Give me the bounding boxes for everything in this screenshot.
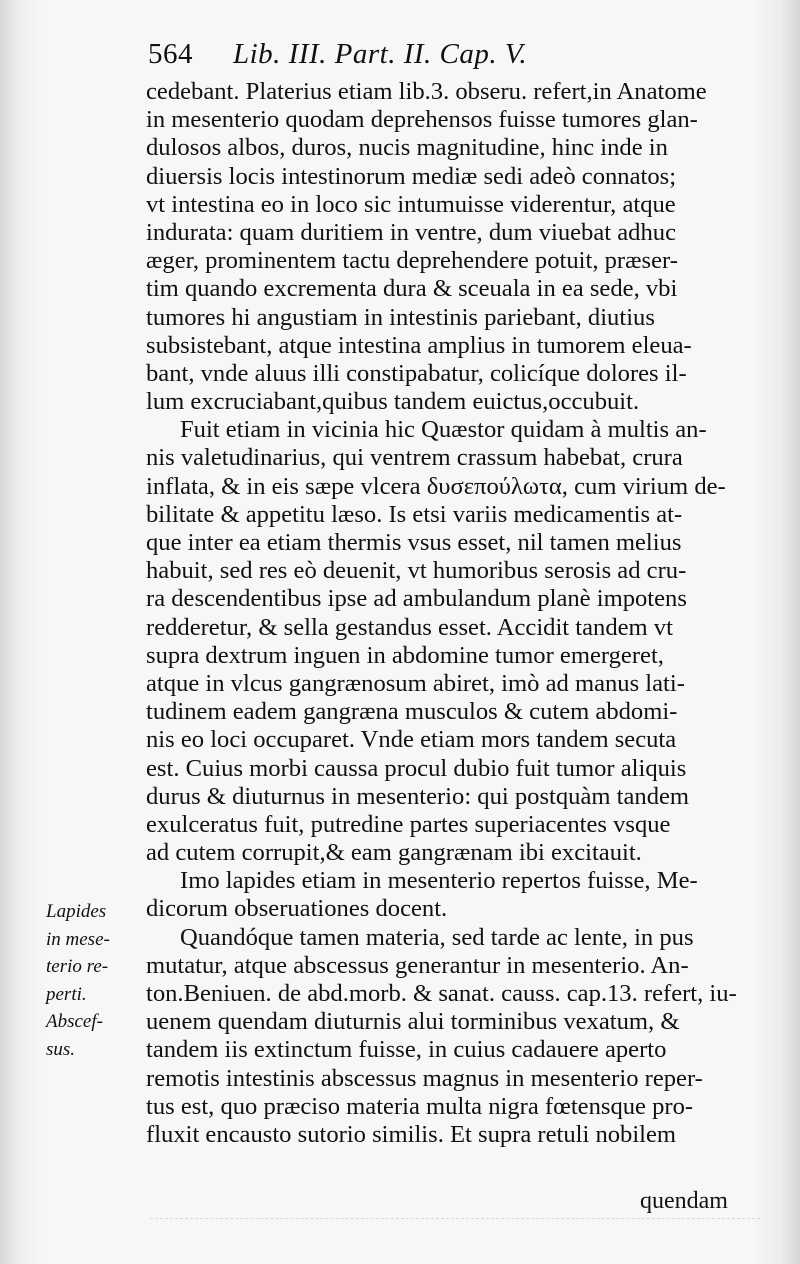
margin-note-line: terio re-: [46, 956, 109, 977]
text-line: atque in vlcus gangrænosum abiret, imò ad manus lati-: [146, 669, 685, 697]
text-line: est. Cuius morbi caussa procul dubio fuit tumor aliquis: [146, 754, 687, 782]
text-line: dicorum obseruationes docent.: [146, 895, 448, 923]
margin-note-line: Lapides: [46, 901, 107, 922]
margin-note: [46, 898, 146, 1063]
margin-note-line: in mese-: [46, 928, 110, 950]
text-line: fluxit encausto sutorio similis. Et supra retuli nobilem: [146, 1120, 677, 1148]
text-line: durus & diuturnus in mesenterio: qui postquàm tandem: [146, 782, 690, 810]
text-line: exulceratus fuit, putredine partes superiacentes vsque: [146, 810, 671, 838]
text-line: supra dextrum inguen in abdomine tumor emergeret,: [146, 641, 664, 669]
text-line: tandem iis extinctum fuisse, in cuius cadauere aperto: [146, 1036, 667, 1064]
text-line: mutatur, atque abscessus generantur in mesenterio. An-: [146, 951, 689, 979]
text-line: indurata: quam duritiem in ventre, dum viuebat adhuc: [146, 218, 676, 246]
text-line: bant, vnde aluus illi constipabatur, colicíque dolores il-: [146, 359, 687, 387]
margin-note-line: sus.: [46, 1038, 76, 1060]
text-line: nis eo loci occuparet. Vnde etiam mors tandem secuta: [146, 726, 677, 754]
text-line: nis valetudinarius, qui ventrem crassum habebat, crura: [146, 444, 683, 472]
bottom-rule: [150, 1218, 760, 1221]
text-line: in mesenterio quodam deprehensos fuisse tumores glan-: [146, 106, 698, 134]
text-line: ton.Beniuen. de abd.morb. & sanat. causs. cap.13. refert, iu-: [146, 980, 737, 1007]
running-head: Lib. III. Part. II. Cap. V.: [233, 38, 528, 70]
text-line: Imo lapides etiam in mesenterio repertos fuisse, Me-: [180, 867, 698, 895]
text-line: lum excruciabant,quibus tandem euictus,occubuit.: [146, 388, 640, 416]
text-line: tumores hi angustiam in intestinis pariebant, diutius: [146, 303, 655, 331]
margin-note-line: Abscef-: [46, 1011, 103, 1032]
text-line: æger, prominentem tactu deprehendere potuit, præser-: [146, 247, 678, 275]
text-line: tudinem eadem gangræna musculos & cutem abdomi-: [146, 698, 678, 726]
text-line: inflata, & in eis sæpe vlcera δυσεπούλωτα, cum virium de-: [146, 472, 726, 500]
text-line: ad cutem corrupit,& eam gangrænam ibi excitauit.: [146, 839, 642, 867]
page-number: 564: [148, 38, 193, 70]
text-line: bilitate & appetitu læso. Is etsi variis medicamentis at-: [146, 500, 683, 528]
text-line: tus est, quo præciso materia multa nigra fœtensque pro-: [146, 1092, 694, 1120]
catchword: quendam: [640, 1188, 728, 1214]
text-line: subsistebant, atque intestina amplius in tumorem eleua-: [146, 331, 692, 359]
text-line: habuit, sed res eò deuenit, vt humoribus serosis ad cru-: [146, 557, 687, 585]
text-line: cedebant. Platerius etiam lib.3. obseru. refert,in Anatome: [146, 78, 707, 105]
margin-note-line: perti.: [46, 983, 87, 1005]
text-line: redderetur, & sella gestandus esset. Accidit tandem vt: [146, 613, 673, 641]
text-line: diuersis locis intestinorum mediæ sedi adeò connatos;: [146, 162, 677, 190]
text-line: dulosos albos, duros, nucis magnitudine, hinc inde in: [146, 134, 668, 162]
text-line: ra descendentibus ipse ad ambulandum planè impotens: [146, 585, 687, 613]
text-line: uenem quendam diuturnis alui torminibus vexatum, &: [146, 1008, 680, 1036]
text-line: tim quando excrementa dura & sceuala in ea sede, vbi: [146, 275, 678, 303]
text-line: Fuit etiam in vicinia hic Quæstor quidam à multis an-: [180, 416, 707, 444]
text-line: remotis intestinis abscessus magnus in mesenterio reper-: [146, 1064, 703, 1092]
text-line: vt intestina eo in loco sic intumuisse viderentur, atque: [146, 190, 676, 218]
text-line: que inter ea etiam thermis vsus esset, nil tamen melius: [146, 529, 682, 556]
text-line: Quandóque tamen materia, sed tarde ac lente, in pus: [180, 923, 694, 951]
right-edge-shadow: [780, 0, 800, 1264]
body-text: [146, 78, 764, 1149]
page-header: [148, 38, 648, 78]
left-edge-shadow: [0, 0, 20, 1264]
